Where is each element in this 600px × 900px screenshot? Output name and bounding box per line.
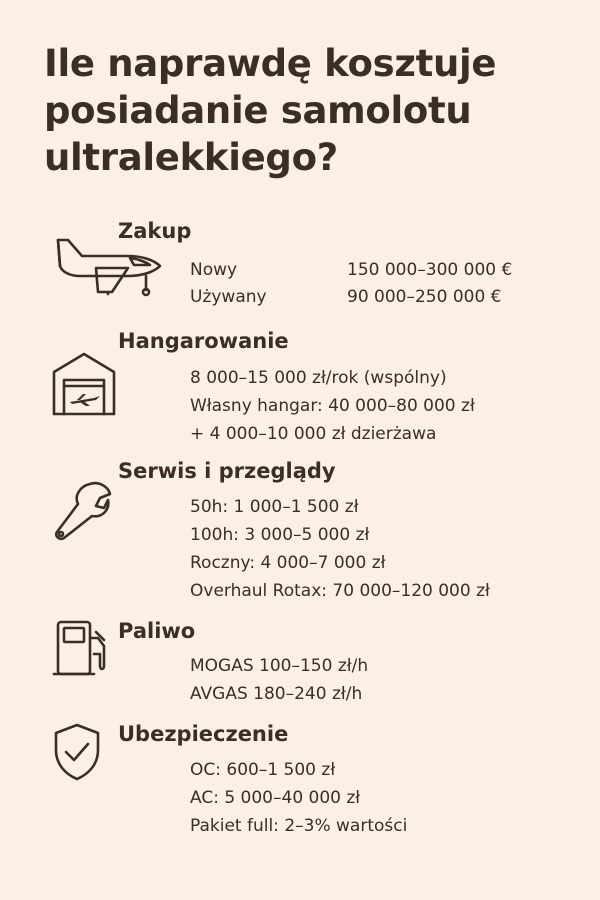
service-line-4: Overhaul Rotax: 70 000–120 000 zł bbox=[190, 581, 490, 601]
purchase-new-label: Nowy bbox=[190, 260, 238, 280]
fuel-pump-icon bbox=[50, 618, 114, 678]
service-line-1: 50h: 1 000–1 500 zł bbox=[190, 497, 359, 517]
hangar-line-1: 8 000–15 000 zł/rok (wspólny) bbox=[190, 368, 447, 388]
service-line-2: 100h: 3 000–5 000 zł bbox=[190, 525, 370, 545]
purchase-used-label: Używany bbox=[190, 287, 267, 307]
service-line-3: Roczny: 4 000–7 000 zł bbox=[190, 553, 386, 573]
insurance-line-3: Pakiet full: 2–3% wartości bbox=[190, 816, 408, 836]
section-heading-insurance: Ubezpieczenie bbox=[118, 722, 289, 746]
section-heading-purchase: Zakup bbox=[118, 219, 192, 243]
hangar-line-3: + 4 000–10 000 zł dzierżawa bbox=[190, 424, 437, 444]
insurance-line-2: AC: 5 000–40 000 zł bbox=[190, 788, 361, 808]
shield-check-icon bbox=[52, 722, 102, 782]
title-line-2: posiadanie samolotu bbox=[44, 89, 472, 132]
title-line-1: Ile naprawdę kosztuje bbox=[44, 42, 497, 85]
fuel-line-2: AVGAS 180–240 zł/h bbox=[190, 684, 363, 704]
insurance-line-1: OC: 600–1 500 zł bbox=[190, 760, 336, 780]
purchase-new-value: 150 000–300 000 € bbox=[347, 260, 513, 280]
wrench-icon bbox=[50, 478, 114, 542]
section-heading-hangar: Hangarowanie bbox=[118, 329, 289, 353]
title-line-3: ultralekkiego? bbox=[44, 136, 338, 179]
section-heading-service: Serwis i przeglądy bbox=[118, 459, 336, 483]
hangar-icon bbox=[50, 350, 118, 418]
fuel-line-1: MOGAS 100–150 zł/h bbox=[190, 656, 369, 676]
page-title bbox=[44, 40, 574, 181]
hangar-line-2: Własny hangar: 40 000–80 000 zł bbox=[190, 396, 475, 416]
purchase-used-value: 90 000–250 000 € bbox=[347, 287, 502, 307]
section-heading-fuel: Paliwo bbox=[118, 619, 196, 643]
